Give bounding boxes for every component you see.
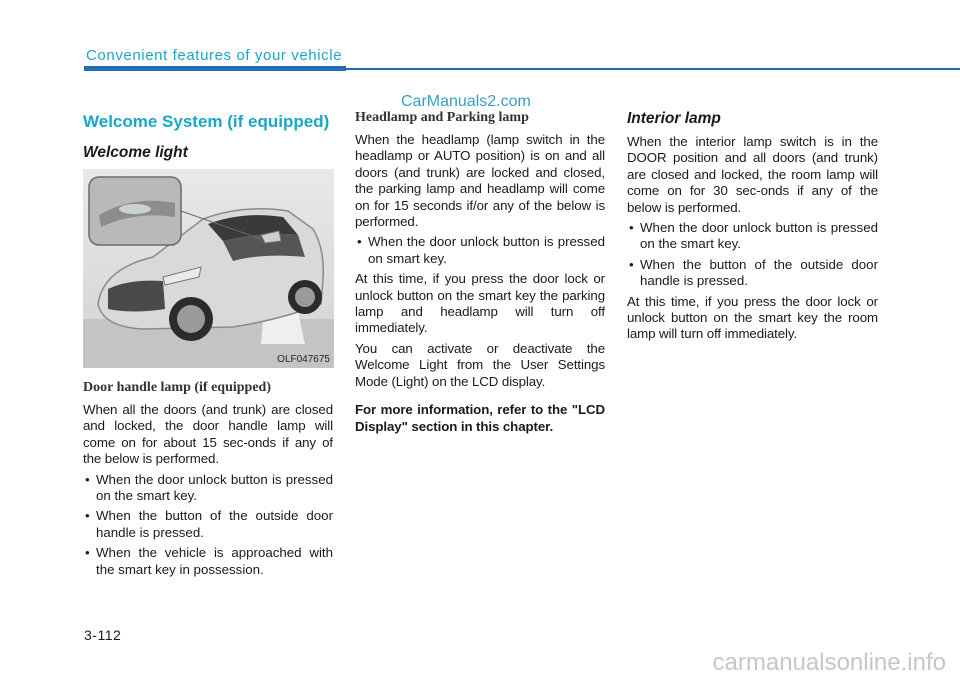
list-item: • When the button of the outside door handle is pressed.: [83, 508, 333, 541]
column-middle: [355, 110, 605, 435]
page-number: 3-112: [84, 627, 122, 643]
headlamp-title: Headlamp and Parking lamp: [355, 110, 529, 125]
car-illustration: [83, 169, 334, 368]
watermark-bottom: carmanualsonline.info: [712, 649, 946, 676]
header-bar: [84, 66, 346, 71]
list-item: • When the door unlock button is pressed on smart key.: [355, 234, 605, 267]
headlamp-paragraph-1: When the headlamp (lamp switch in the headlamp or AUTO position) is on and all doors (and trunk) are locked and closed, the parking lamp and headlamp will come on for 15 seconds if/or any of the below is performed.: [355, 132, 605, 230]
welcome-light-figure: [83, 169, 334, 368]
headlamp-paragraph-3: You can activate or deactivate the Welcome Light from the User Settings Mode (Light) on the LCD display.: [355, 340, 605, 389]
list-item: • When the door unlock button is pressed on the smart key.: [83, 472, 333, 505]
header-rule: [346, 68, 960, 70]
list-item: • When the vehicle is approached with the smart key in possession.: [83, 545, 333, 578]
column-right: [627, 110, 878, 343]
lcd-display-note: For more information, refer to the "LCD Display" section in this chapter.: [355, 402, 605, 434]
header-title: Convenient features of your vehicle: [86, 47, 343, 64]
list-item: • When the button of the outside door handle is pressed.: [627, 257, 878, 290]
door-handle-bullets: [83, 472, 333, 578]
figure-code: OLF047675: [277, 354, 330, 365]
subsection-title: Welcome light: [83, 144, 188, 161]
door-handle-lamp-text: When all the doors (and trunk) are closed and locked, the door handle lamp will come on for about 15 sec-onds if any of the below is performed.: [83, 402, 333, 467]
interior-lamp-paragraph-1: When the interior lamp switch is in the DOOR position and all doors (and trunk) are closed and locked, the room lamp will come on for 30 sec-onds if any of the below is performed.: [627, 134, 878, 215]
headlamp-bullets: [355, 234, 605, 267]
section-title: Welcome System (if equipped): [83, 112, 330, 131]
watermark-top: CarManuals2.com: [401, 93, 531, 110]
interior-lamp-bullets: [627, 220, 878, 290]
door-handle-lamp-title: Door handle lamp (if equipped): [83, 380, 271, 395]
list-item: • When the door unlock button is pressed on the smart key.: [627, 220, 878, 253]
column-left: [83, 110, 333, 582]
interior-lamp-title: Interior lamp: [627, 110, 721, 127]
headlamp-paragraph-2: At this time, if you press the door lock or unlock button on the smart key the parking lamp and headlamp will turn off immediately.: [355, 271, 605, 336]
interior-lamp-paragraph-2: At this time, if you press the door lock or unlock button on the smart key the room lamp will turn off immediately.: [627, 293, 878, 342]
